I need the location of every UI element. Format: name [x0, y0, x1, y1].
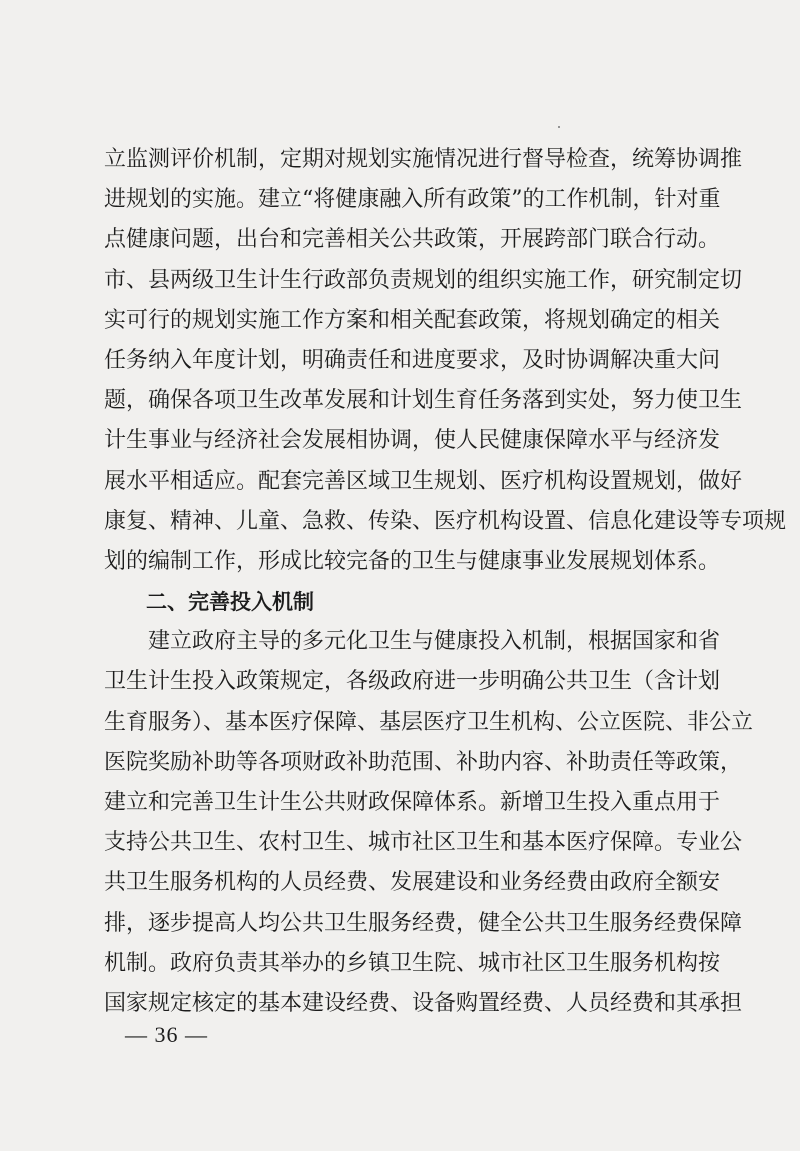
- text-line: 共卫生服务机构的人员经费、发展建设和业务经费由政府全额安: [104, 870, 721, 896]
- scan-speck: [558, 126, 560, 128]
- text-line: 划的编制工作，形成比较完备的卫生与健康事业发展规划体系。: [104, 548, 721, 574]
- text-line: 题，确保各项卫生改革发展和计划生育任务落到实处，努力使卫生: [104, 388, 743, 414]
- section-heading: 二、完善投入机制: [146, 590, 314, 615]
- text-line: 任务纳入年度计划，明确责任和进度要求，及时协调解决重大问: [104, 347, 721, 373]
- text-line: 排，逐步提高人均公共卫生服务经费，健全公共卫生服务经费保障: [104, 910, 743, 936]
- text-line: 建立和完善卫生计生公共财政保障体系。新增卫生投入重点用于: [104, 790, 721, 815]
- page-number: — 36 —: [125, 1022, 208, 1047]
- paragraph-first-line: 建立政府主导的多元化卫生与健康投入机制，根据国家和省: [148, 629, 721, 655]
- text-line: 支持公共卫生、农村卫生、城市社区卫生和基本医疗保障。专业公: [104, 830, 743, 856]
- text-line: 医院奖励补助等各项财政补助范围、补助内容、补助责任等政策，: [104, 749, 743, 775]
- text-line: 计生事业与经济社会发展相协调，使人民健康保障水平与经济发: [104, 428, 721, 454]
- text-line: 市、县两级卫生计生行政部负责规划的组织实施工作，研究制定切: [104, 267, 743, 293]
- text-line: 展水平相适应。配套完善区域卫生规划、医疗机构设置规划，做好: [104, 468, 743, 494]
- body-text: [104, 140, 787, 1024]
- text-line: 康复、精神、儿童、急救、传染、医疗机构设置、信息化建设等专项规: [104, 508, 787, 534]
- text-line: 实可行的规划实施工作方案和相关配套政策，将规划确定的相关: [104, 307, 721, 333]
- text-line: 进规划的实施。建立“将健康融入所有政策”的工作机制，针对重: [104, 187, 721, 213]
- text-line: 卫生计生投入政策规定，各级政府进一步明确公共卫生（含计划: [104, 669, 721, 695]
- text-line: 机制。政府负责其举办的乡镇卫生院、城市社区卫生服务机构按: [104, 950, 721, 976]
- text-line: 立监测评价机制，定期对规划实施情况进行督导检查，统筹协调推: [104, 147, 743, 172]
- text-line: 生育服务）、基本医疗保障、基层医疗卫生机构、公立医院、非公立: [104, 709, 754, 735]
- text-line: 国家规定核定的基本建设经费、设备购置经费、人员经费和其承担: [104, 990, 743, 1016]
- text-line: 点健康问题，出台和完善相关公共政策，开展跨部门联合行动。: [104, 227, 721, 253]
